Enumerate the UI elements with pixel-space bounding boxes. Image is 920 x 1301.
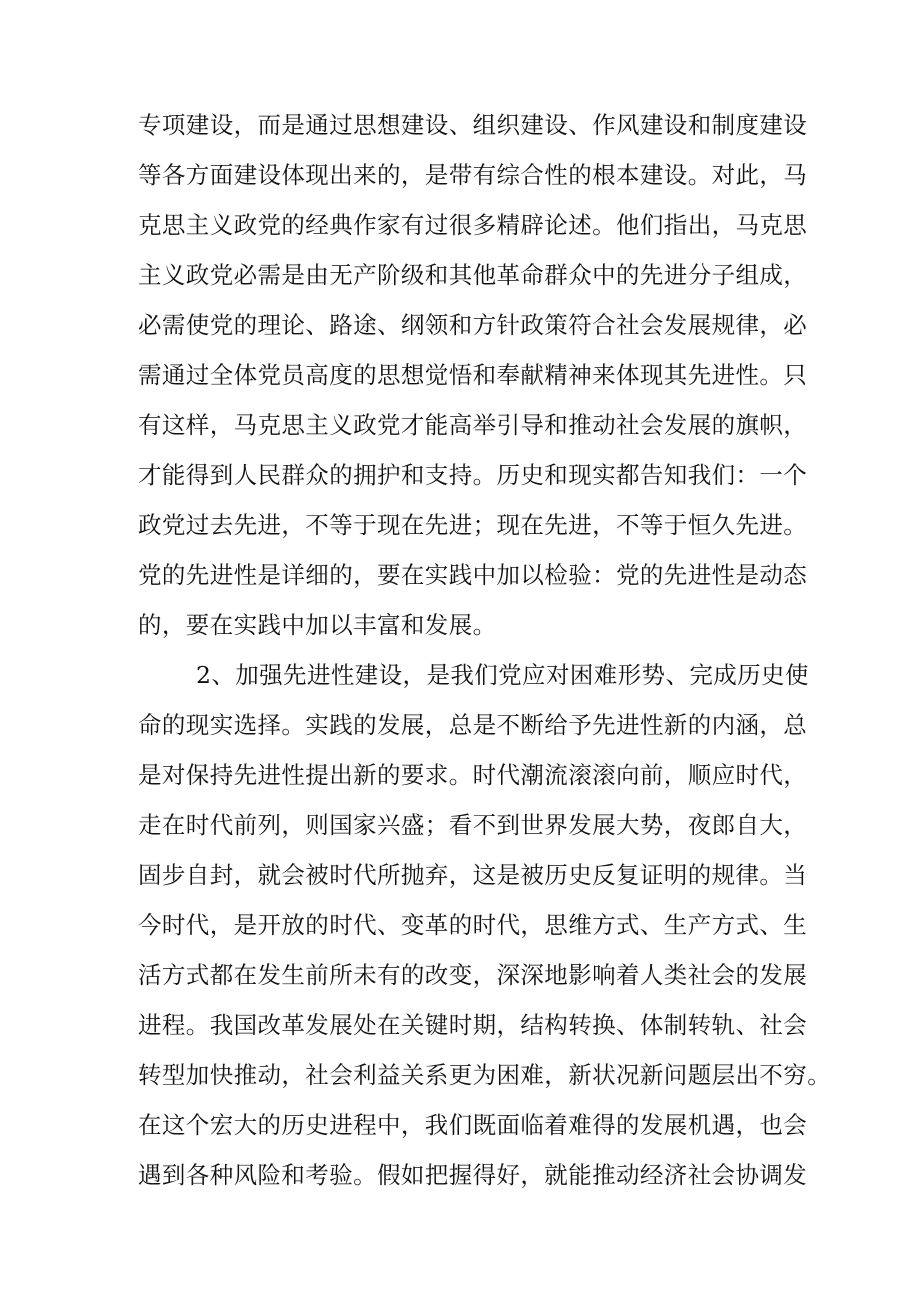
text-line: 今时代，是开放的时代、变革的时代，思维方式、生产方式、生 xyxy=(138,911,808,939)
text-line: 需通过全体党员高度的思想觉悟和奉献精神来体现其先进性。只 xyxy=(138,361,808,389)
text-line: 党的先进性是详细的，要在实践中加以检验：党的先进性是动态 xyxy=(138,561,808,589)
text-line: 遇到各种风险和考验。假如把握得好，就能推动经济社会协调发 xyxy=(138,1161,808,1189)
text-line: 有这样，马克思主义政党才能高举引导和推动社会发展的旗帜， xyxy=(138,411,808,439)
text-line: 进程。我国改革发展处在关键时期，结构转换、体制转轨、社会 xyxy=(138,1011,808,1039)
text-line: 在这个宏大的历史进程中，我们既面临着难得的发展机遇，也会 xyxy=(138,1111,808,1139)
paragraph-2 xyxy=(138,650,832,1200)
text-line: 专项建设，而是通过思想建设、组织建设、作风建设和制度建设 xyxy=(138,111,808,139)
text-line: 命的现实选择。实践的发展，总是不断给予先进性新的内涵，总 xyxy=(138,711,808,739)
text-line: 2、加强先进性建设，是我们党应对困难形势、完成历史使 xyxy=(196,661,809,689)
text-line: 必需使党的理论、路途、纲领和方针政策符合社会发展规律，必 xyxy=(138,311,808,339)
text-line: 固步自封，就会被时代所抛弃，这是被历史反复证明的规律。当 xyxy=(138,861,808,889)
text-line: 转型加快推动，社会利益关系更为困难，新状况新问题层出不穷。 xyxy=(138,1061,832,1089)
text-line: 是对保持先进性提出新的要求。时代潮流滚滚向前，顺应时代， xyxy=(138,761,808,789)
text-line: 走在时代前列，则国家兴盛；看不到世界发展大势，夜郎自大， xyxy=(138,811,808,839)
paragraph-1 xyxy=(138,100,808,650)
body-text xyxy=(138,100,832,1200)
text-line: 政党过去先进，不等于现在先进；现在先进，不等于恒久先进。 xyxy=(138,511,808,539)
text-line: 活方式都在发生前所未有的改变，深深地影响着人类社会的发展 xyxy=(138,961,808,989)
text-line: 才能得到人民群众的拥护和支持。历史和现实都告知我们：一个 xyxy=(138,461,808,489)
text-line: 克思主义政党的经典作家有过很多精辟论述。他们指出，马克思 xyxy=(138,211,808,239)
text-line: 等各方面建设体现出来的，是带有综合性的根本建设。对此，马 xyxy=(138,161,808,189)
text-line: 主义政党必需是由无产阶级和其他革命群众中的先进分子组成， xyxy=(138,261,808,289)
text-line: 的，要在实践中加以丰富和发展。 xyxy=(138,611,497,639)
